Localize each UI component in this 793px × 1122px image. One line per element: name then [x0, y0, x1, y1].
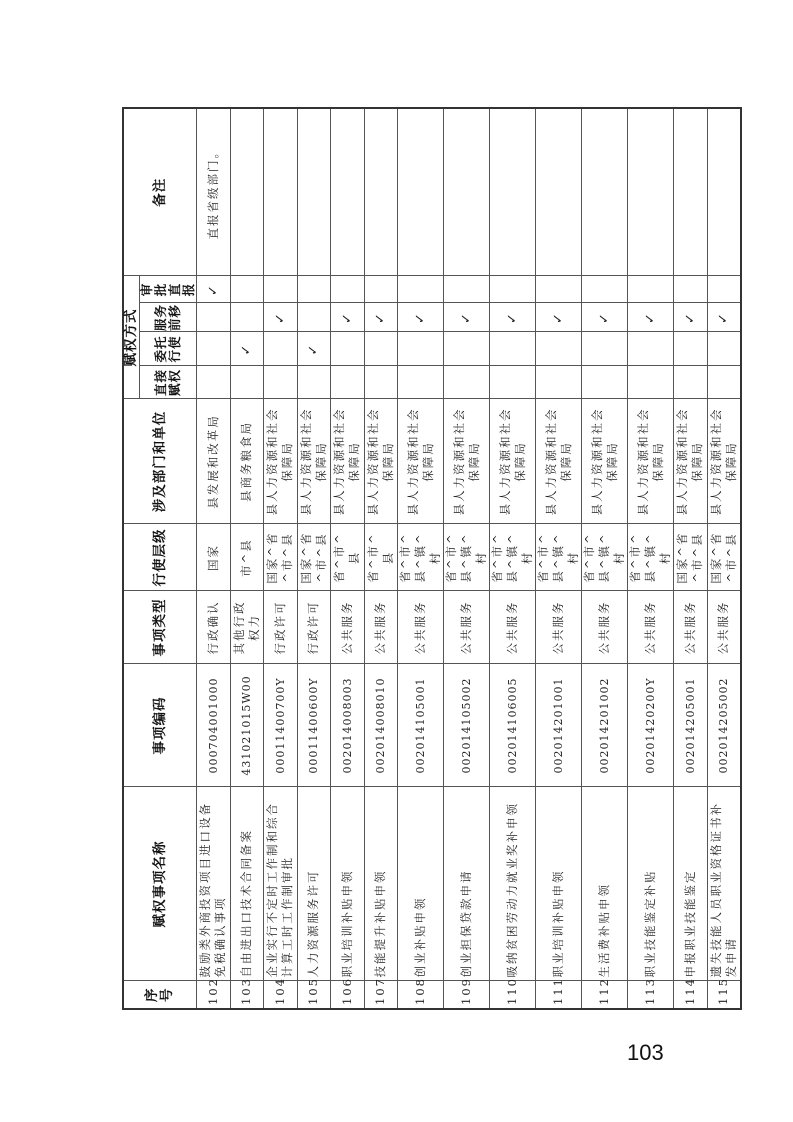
cell-mode-report	[364, 276, 398, 303]
cell-mode-entrust	[490, 332, 536, 366]
cell-remark	[331, 108, 365, 276]
empowerment-items-table	[122, 107, 742, 1010]
cell-mode-forward: ✓	[674, 303, 708, 332]
table-row	[628, 108, 674, 1009]
cell-name: 鼓励类外商投资项目进口设备免税确认事项	[197, 787, 231, 981]
cell-mode-entrust	[398, 332, 444, 366]
cell-mode-direct	[398, 366, 444, 399]
cell-type: 行政许可	[297, 591, 331, 664]
cell-name: 申报职业技能鉴定	[674, 787, 708, 981]
cell-name: 生活费补贴申领	[582, 787, 628, 981]
cell-dept: 县人力资源和社会保障局	[297, 399, 331, 524]
cell-mode-direct	[707, 366, 741, 399]
cell-level: 国家	[197, 524, 231, 591]
cell-dept: 县人力资源和社会保障局	[444, 399, 490, 524]
cell-mode-forward	[297, 303, 331, 332]
cell-type: 公共服务	[674, 591, 708, 664]
cell-seq: 103	[230, 981, 264, 1009]
cell-mode-report	[264, 276, 298, 303]
cell-code: 002014201001	[536, 664, 582, 787]
cell-level: 省^市^县	[364, 524, 398, 591]
cell-dept: 县人力资源和社会保障局	[398, 399, 444, 524]
cell-remark	[264, 108, 298, 276]
cell-dept: 县人力资源和社会保障局	[364, 399, 398, 524]
cell-seq: 112	[582, 981, 628, 1009]
cell-mode-entrust	[197, 332, 231, 366]
cell-seq: 111	[536, 981, 582, 1009]
cell-remark	[364, 108, 398, 276]
cell-mode-entrust	[707, 332, 741, 366]
cell-code: 002014201002	[582, 664, 628, 787]
cell-level: 国家^省^市^县	[297, 524, 331, 591]
cell-mode-direct	[490, 366, 536, 399]
cell-level: 省^市^县^镇^村	[490, 524, 536, 591]
header-mode-report: 审批直报	[140, 276, 197, 303]
cell-seq: 104	[264, 981, 298, 1009]
table-row	[582, 108, 628, 1009]
cell-dept: 县商务粮食局	[230, 399, 264, 524]
cell-seq: 108	[398, 981, 444, 1009]
cell-mode-report: ✓	[197, 276, 231, 303]
cell-type: 公共服务	[536, 591, 582, 664]
cell-mode-direct	[674, 366, 708, 399]
cell-mode-report	[331, 276, 365, 303]
cell-name: 遗失技能人员职业资格证书补发申请	[707, 787, 741, 981]
cell-mode-entrust	[331, 332, 365, 366]
cell-code: 00201420200Y	[628, 664, 674, 787]
cell-name: 企业实行不定时工作制和综合计算工时工作制审批	[264, 787, 298, 981]
cell-mode-report	[628, 276, 674, 303]
cell-type: 公共服务	[331, 591, 365, 664]
table-row	[490, 108, 536, 1009]
cell-seq: 106	[331, 981, 365, 1009]
page-number: 103	[627, 1040, 664, 1065]
cell-name: 人力资源服务许可	[297, 787, 331, 981]
cell-mode-direct	[297, 366, 331, 399]
cell-mode-report	[582, 276, 628, 303]
table-row	[398, 108, 444, 1009]
header-name: 赋权事项名称	[123, 787, 197, 981]
cell-name: 自由进出口技术合同备案	[230, 787, 264, 981]
cell-mode-direct	[582, 366, 628, 399]
cell-remark	[398, 108, 444, 276]
cell-mode-entrust	[264, 332, 298, 366]
cell-remark	[536, 108, 582, 276]
cell-type: 公共服务	[490, 591, 536, 664]
cell-name: 创业担保贷款申请	[444, 787, 490, 981]
cell-type: 公共服务	[444, 591, 490, 664]
header-seq: 序号	[123, 981, 197, 1009]
cell-remark	[628, 108, 674, 276]
cell-dept: 县人力资源和社会保障局	[674, 399, 708, 524]
cell-mode-direct	[230, 366, 264, 399]
table-row	[364, 108, 398, 1009]
cell-remark	[230, 108, 264, 276]
cell-mode-report	[707, 276, 741, 303]
table-row	[297, 108, 331, 1009]
cell-dept: 县人力资源和社会保障局	[536, 399, 582, 524]
cell-dept: 县人力资源和社会保障局	[628, 399, 674, 524]
header-mode: 赋权方式	[123, 276, 140, 399]
cell-mode-entrust	[628, 332, 674, 366]
cell-mode-report	[490, 276, 536, 303]
cell-mode-entrust	[582, 332, 628, 366]
cell-code: 002014106005	[490, 664, 536, 787]
header-mode-forward: 服务前移	[140, 303, 197, 332]
cell-mode-report	[536, 276, 582, 303]
cell-dept: 县人力资源和社会保障局	[707, 399, 741, 524]
cell-level: 省^市^县^镇^村	[628, 524, 674, 591]
table-row	[536, 108, 582, 1009]
cell-level: 国家^省^市^县	[674, 524, 708, 591]
cell-mode-report	[297, 276, 331, 303]
cell-mode-forward: ✓	[582, 303, 628, 332]
cell-mode-forward: ✓	[490, 303, 536, 332]
cell-seq: 115	[707, 981, 741, 1009]
header-remark: 备注	[123, 108, 197, 276]
cell-mode-entrust	[674, 332, 708, 366]
cell-type: 公共服务	[398, 591, 444, 664]
cell-type: 公共服务	[364, 591, 398, 664]
cell-seq: 102	[197, 981, 231, 1009]
cell-dept: 县人力资源和社会保障局	[264, 399, 298, 524]
cell-type: 公共服务	[582, 591, 628, 664]
table-row	[707, 108, 741, 1009]
cell-type: 公共服务	[628, 591, 674, 664]
header-code: 事项编码	[123, 664, 197, 787]
table-row	[264, 108, 298, 1009]
cell-seq: 114	[674, 981, 708, 1009]
cell-seq: 107	[364, 981, 398, 1009]
cell-level: 省^市^县	[331, 524, 365, 591]
cell-mode-direct	[331, 366, 365, 399]
header-mode-direct: 直接赋权	[140, 366, 197, 399]
cell-level: 国家^省^市^县	[264, 524, 298, 591]
cell-mode-direct	[364, 366, 398, 399]
table-row	[331, 108, 365, 1009]
cell-type: 公共服务	[707, 591, 741, 664]
cell-code: 002014008003	[331, 664, 365, 787]
cell-mode-report	[230, 276, 264, 303]
cell-code: 00011400600Y	[297, 664, 331, 787]
cell-code: 002014205002	[707, 664, 741, 787]
cell-mode-forward: ✓	[536, 303, 582, 332]
cell-name: 职业培训补贴申领	[331, 787, 365, 981]
cell-mode-entrust	[444, 332, 490, 366]
header-mode-entrust: 委托行使	[140, 332, 197, 366]
cell-name: 创业补贴申领	[398, 787, 444, 981]
cell-remark	[674, 108, 708, 276]
cell-mode-forward: ✓	[707, 303, 741, 332]
cell-code: 00011400700Y	[264, 664, 298, 787]
cell-dept: 县人力资源和社会保障局	[490, 399, 536, 524]
cell-code: 002014105002	[444, 664, 490, 787]
cell-mode-direct	[264, 366, 298, 399]
cell-remark	[297, 108, 331, 276]
cell-name: 职业技能鉴定补贴	[628, 787, 674, 981]
cell-level: 市^县	[230, 524, 264, 591]
header-type: 事项类型	[123, 591, 197, 664]
cell-type: 行政许可	[264, 591, 298, 664]
cell-remark	[490, 108, 536, 276]
cell-name: 职业培训补贴申领	[536, 787, 582, 981]
header-dept: 涉及部门和单位	[123, 399, 197, 524]
cell-name: 吸纳贫困劳动力就业奖补申领	[490, 787, 536, 981]
header-level: 行使层级	[123, 524, 197, 591]
table-row	[230, 108, 264, 1009]
cell-mode-entrust: ✓	[297, 332, 331, 366]
cell-type: 其他行政权力	[230, 591, 264, 664]
cell-code: 002014105001	[398, 664, 444, 787]
cell-code: 431021015W00	[230, 664, 264, 787]
cell-mode-forward: ✓	[398, 303, 444, 332]
cell-mode-direct	[197, 366, 231, 399]
rotated-table-wrapper	[122, 107, 738, 1010]
cell-mode-forward	[230, 303, 264, 332]
cell-remark: 直报省级部门。	[197, 108, 231, 276]
cell-mode-report	[444, 276, 490, 303]
cell-code: 002014008010	[364, 664, 398, 787]
table-body	[197, 108, 741, 1009]
cell-mode-direct	[444, 366, 490, 399]
cell-dept: 县发展和改革局	[197, 399, 231, 524]
cell-type: 行政确认	[197, 591, 231, 664]
cell-mode-report	[398, 276, 444, 303]
cell-mode-entrust	[536, 332, 582, 366]
cell-remark	[582, 108, 628, 276]
cell-mode-forward: ✓	[364, 303, 398, 332]
cell-mode-direct	[628, 366, 674, 399]
table-row	[197, 108, 231, 1009]
cell-remark	[707, 108, 741, 276]
cell-code: 002014205001	[674, 664, 708, 787]
cell-code: 000704001000	[197, 664, 231, 787]
cell-dept: 县人力资源和社会保障局	[331, 399, 365, 524]
cell-level: 省^市^县^镇^村	[444, 524, 490, 591]
table-row	[674, 108, 708, 1009]
cell-seq: 113	[628, 981, 674, 1009]
cell-mode-forward	[197, 303, 231, 332]
cell-level: 省^市^县^镇^村	[582, 524, 628, 591]
cell-mode-forward: ✓	[264, 303, 298, 332]
cell-mode-forward: ✓	[331, 303, 365, 332]
cell-remark	[444, 108, 490, 276]
cell-seq: 105	[297, 981, 331, 1009]
cell-mode-report	[674, 276, 708, 303]
cell-mode-entrust: ✓	[230, 332, 264, 366]
cell-mode-entrust	[364, 332, 398, 366]
cell-level: 国家^省^市^县	[707, 524, 741, 591]
cell-name: 技能提升补贴申领	[364, 787, 398, 981]
cell-mode-forward: ✓	[444, 303, 490, 332]
cell-seq: 110	[490, 981, 536, 1009]
cell-level: 省^市^县^镇^村	[536, 524, 582, 591]
cell-dept: 县人力资源和社会保障局	[582, 399, 628, 524]
cell-mode-direct	[536, 366, 582, 399]
cell-seq: 109	[444, 981, 490, 1009]
table-row	[444, 108, 490, 1009]
cell-mode-forward: ✓	[628, 303, 674, 332]
cell-level: 省^市^县^镇^村	[398, 524, 444, 591]
